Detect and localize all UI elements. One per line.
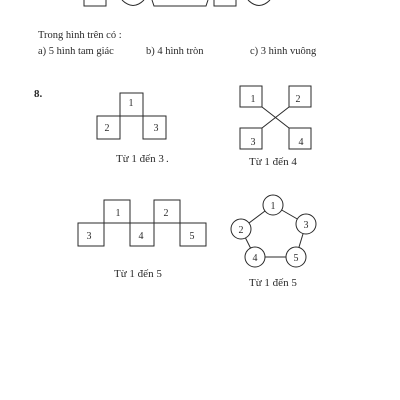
figure-2-label-2: 2 — [295, 94, 301, 105]
figure-3-label-4: 4 — [138, 231, 144, 242]
figure-4-label-4: 4 — [252, 253, 258, 264]
figure-4-label-3: 3 — [303, 220, 309, 231]
figure-1-caption: Từ 1 đến 3 — [116, 153, 164, 165]
exercise-intro: Trong hình trên có : — [38, 30, 122, 41]
figure-3-caption: Từ 1 đến 5 — [114, 268, 162, 280]
figure-4-label-5: 5 — [293, 253, 299, 264]
figure-2-label-4: 4 — [298, 137, 304, 148]
figure-1-label-2: 2 — [104, 123, 110, 134]
figure-2-label-3: 3 — [250, 137, 256, 148]
figure-4-caption: Từ 1 đến 5 — [249, 277, 297, 289]
figure-3-label-2: 2 — [163, 208, 169, 219]
figure-4-label-2: 2 — [238, 225, 244, 236]
figure-4-label-1: 1 — [270, 201, 276, 212]
caption-stray-mark: . — [166, 153, 169, 165]
figure-2-label-1: 1 — [250, 94, 256, 105]
option-b: b) 4 hình tròn — [146, 46, 204, 57]
figure-3-label-1: 1 — [115, 208, 121, 219]
figure-1-label-1: 1 — [128, 98, 134, 109]
option-a: a) 5 hình tam giác — [38, 46, 114, 57]
figure-2-caption: Từ 1 đến 4 — [249, 156, 297, 168]
option-c: c) 3 hình vuông — [250, 46, 317, 57]
question-number: 8. — [34, 88, 43, 100]
figure-3-label-3: 3 — [86, 231, 92, 242]
figure-3-label-5: 5 — [189, 231, 195, 242]
figure-1-label-3: 3 — [153, 123, 159, 134]
